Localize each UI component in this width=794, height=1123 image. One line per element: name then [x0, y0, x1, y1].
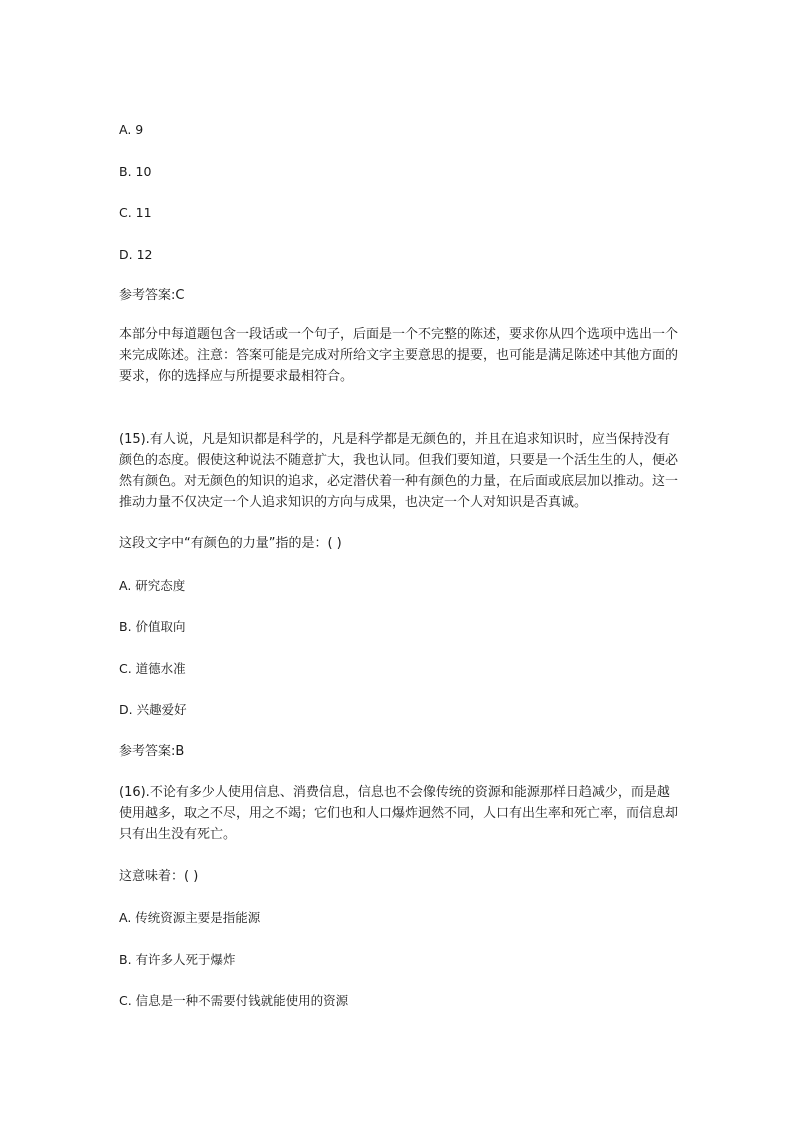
q16-option-c: C. 信息是一种不需要付钱就能使用的资源 [119, 993, 349, 1008]
q16-option-b: B. 有许多人死于爆炸 [119, 952, 236, 967]
section-instruction: 本部分中每道题包含一段话或一个句子，后面是一个不完整的陈述，要求你从四个选项中选出一个来完成陈述。注意：答案可能是完成对所给文字主要意思的提要，也可能是满足陈述中其他方面的要求，你的选择应与所提要求最相符合。 [119, 327, 679, 384]
q15-option-c: C. 道德水准 [119, 661, 186, 676]
q16-passage: (16).不论有多少人使用信息、消费信息，信息也不会像传统的资源和能源那样日趋减少，而是越使用越多，取之不尽，用之不竭；它们也和人口爆炸迥然不同，人口有出生率和死亡率，而信息却只有出生没有死亡。 [119, 785, 679, 842]
q14-option-b: B. 10 [119, 164, 152, 179]
q14-option-a: A. 9 [119, 122, 144, 137]
q15-passage: (15).有人说，凡是知识都是科学的，凡是科学都是无颜色的，并且在追求知识时，应当保持没有颜色的态度。假使这种说法不随意扩大，我也认同。但我们要知道，只要是一个活生生的人，便必然有颜色。对无颜色的知识的追求，必定潜伏着一种有颜色的力量，在后面或底层加以推动。这一推动力量不仅决定一个人追求知识的方向与成果，也决定一个人对知识是否真诚。 [119, 432, 679, 510]
q16-option-a: A. 传统资源主要是指能源 [119, 910, 261, 925]
q15-option-b: B. 价值取向 [119, 619, 186, 634]
q14-option-c: C. 11 [119, 205, 152, 220]
q15-option-a: A. 研究态度 [119, 578, 186, 593]
q16-question: 这意味着：( ) [119, 869, 199, 884]
q14-answer: 参考答案:C [119, 288, 185, 303]
q14-option-d: D. 12 [119, 247, 153, 262]
q15-option-d: D. 兴趣爱好 [119, 702, 187, 717]
q15-question: 这段文字中“有颜色的力量”指的是：( ) [119, 536, 342, 551]
q15-answer: 参考答案:B [119, 744, 185, 759]
